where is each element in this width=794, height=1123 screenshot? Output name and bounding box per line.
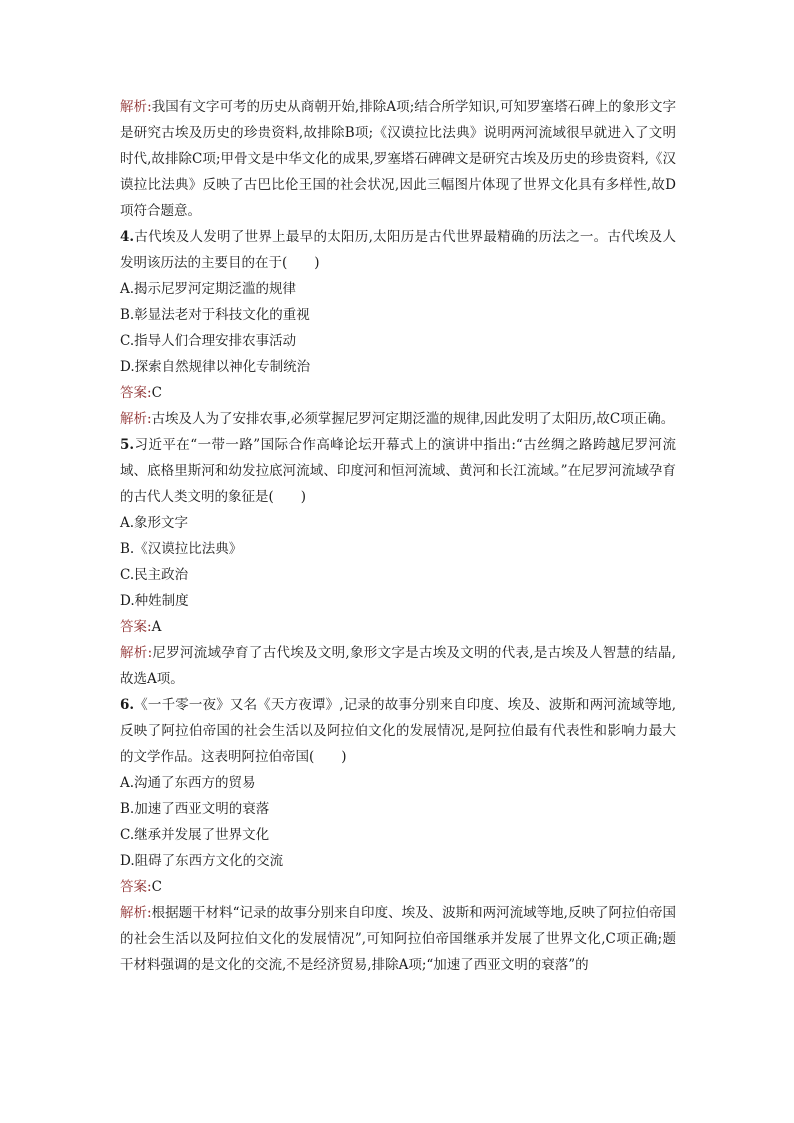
answer-label: 答案: xyxy=(120,619,152,635)
option-c: C.民主政治 xyxy=(120,567,189,583)
option-a: A.揭示尼罗河定期泛滥的规律 xyxy=(120,281,297,297)
analysis-label: 解析: xyxy=(120,905,152,921)
option-b: B.《汉谟拉比法典》 xyxy=(120,541,243,557)
option-b: B.加速了西亚文明的衰落 xyxy=(120,801,270,817)
analysis-text: 我国有文字可考的历史从商朝开始,排除A项;结合所学知识,可知罗塞塔石碑上的象形文字是研究古埃及历史的珍贵资料,故排除B项;《汉谟拉比法典》说明两河流域很早就进入了文明时代,故排除C项;甲骨文是中华文化的成果,罗塞塔石碑碑文是研究古埃及历史的珍贵资料,《汉谟拉比法典》反映了古巴比伦王国的社会状况,因此三幅图片体现了世界文化具有多样性,故D项符合题意。 xyxy=(120,99,676,219)
option-c: C.指导人们合理安排农事活动 xyxy=(120,333,297,349)
question-5 xyxy=(120,432,676,510)
question-text: 古代埃及人发明了世界上最早的太阳历,太阳历是古代世界最精确的历法之一。古代埃及人发明该历法的主要目的在于( ) xyxy=(120,229,676,271)
answer-label: 答案: xyxy=(120,879,152,895)
option-d: D.阻碍了东西方文化的交流 xyxy=(120,853,284,869)
analysis-q3 xyxy=(120,94,676,224)
question-4 xyxy=(120,224,676,276)
answer-q4 xyxy=(120,380,676,406)
option-b: B.彰显法老对于科技文化的重视 xyxy=(120,307,310,323)
option-a: A.沟通了东西方的贸易 xyxy=(120,775,256,791)
analysis-text: 尼罗河流域孕育了古代埃及文明,象形文字是古埃及文明的代表,是古埃及人智慧的结晶,故选A项。 xyxy=(120,645,676,687)
question-number: 6. xyxy=(120,697,135,713)
answer-value: A xyxy=(151,619,162,635)
answer-value: C xyxy=(151,879,162,895)
analysis-label: 解析: xyxy=(120,645,153,661)
analysis-label: 解析: xyxy=(120,99,152,115)
answer-label: 答案: xyxy=(120,385,152,401)
question-number: 5. xyxy=(120,437,135,453)
option-d: D.探索自然规律以神化专制统治 xyxy=(120,359,311,375)
answer-value: C xyxy=(151,385,162,401)
analysis-q6 xyxy=(120,900,676,978)
option-d: D.种姓制度 xyxy=(120,593,189,609)
question-text: 习近平在“一带一路”国际合作高峰论坛开幕式上的演讲中指出:“古丝绸之路跨越尼罗河流域、底格里斯河和幼发拉底河流域、印度河和恒河流域、黄河和长江流域。”在尼罗河流域孕育的古代人类文明的象征是( ) xyxy=(120,437,676,505)
analysis-label: 解析: xyxy=(120,411,152,427)
document-page xyxy=(120,94,676,978)
answer-q6 xyxy=(120,874,676,900)
question-number: 4. xyxy=(120,229,135,245)
analysis-text: 根据题干材料“记录的故事分别来自印度、埃及、波斯和两河流域等地,反映了阿拉伯帝国的社会生活以及阿拉伯文化的发展情况”,可知阿拉伯帝国继承并发展了世界文化,C项正确;题干材料强调的是文化的交流,不是经济贸易,排除A项;“加速了西亚文明的衰落”的 xyxy=(120,905,676,973)
analysis-text: 古埃及人为了安排农事,必须掌握尼罗河定期泛滥的规律,因此发明了太阳历,故C项正确。 xyxy=(151,411,675,427)
question-6 xyxy=(120,692,676,770)
analysis-q4 xyxy=(120,406,676,432)
question-text: 《一千零一夜》又名《天方夜谭》,记录的故事分别来自印度、埃及、波斯和两河流域等地,反映了阿拉伯帝国的社会生活以及阿拉伯文化的发展情况,是阿拉伯最有代表性和影响力最大的文学作品。这表明阿拉伯帝国( ) xyxy=(120,697,676,765)
option-c: C.继承并发展了世界文化 xyxy=(120,827,270,843)
analysis-q5 xyxy=(120,640,676,692)
option-a: A.象形文字 xyxy=(120,515,189,531)
answer-q5 xyxy=(120,614,676,640)
